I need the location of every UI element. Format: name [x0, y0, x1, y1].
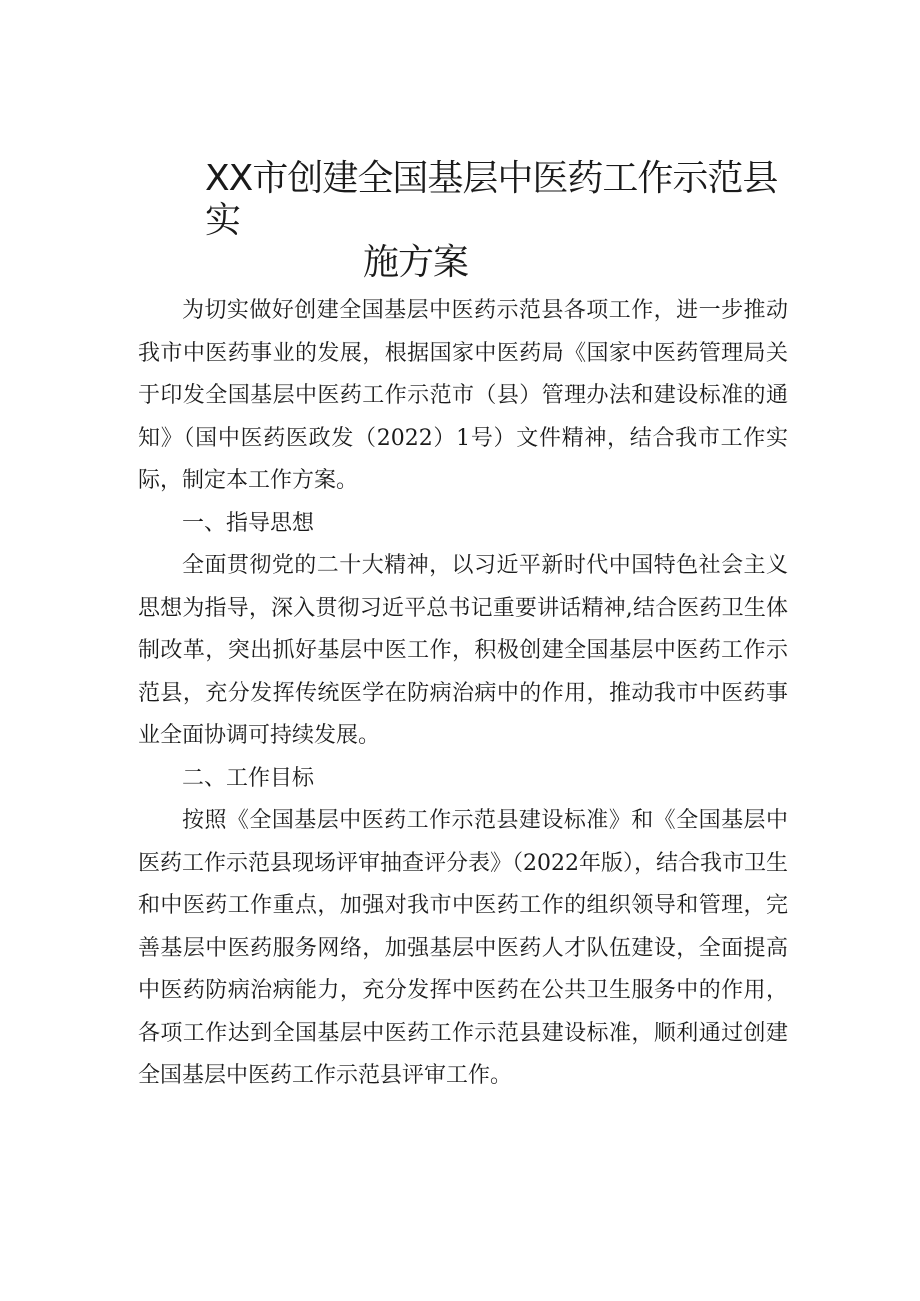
intro-paragraph: 为切实做好创建全国基层中医药示范县各项工作，进一步推动我市中医药事业的发展，根据国家中医药局《国家中医药管理局关于印发全国基层中医药工作示范市（县）管理办法和建设标准的通知》（国中医药医政发（2022）1号）文件精神，结合我市工作实际，制定本工作方案。	[138, 298, 788, 493]
section-heading-guiding-ideology: 一、指导思想	[182, 510, 315, 536]
section-paragraph-work-goals: 按照《全国基层中医药工作示范县建设标准》和《全国基层中医药工作示范县现场评审抽查评分表》（2022年版），结合我市卫生和中医药工作重点，加强对我市中医药工作的组织领导和管理，完善基层中医药服务网络，加强基层中医药人才队伍建设，全面提高中医药防病治病能力，充分发挥中医药在公共卫生服务中的作用，各项工作达到全国基层中医药工作示范县建设标准，顺利通过创建全国基层中医药工作示范县评审工作。	[138, 808, 788, 1088]
document-body	[138, 290, 788, 1098]
title-line-1: XX市创建全国基层中医药工作示范县实	[205, 158, 778, 241]
document-title	[205, 158, 795, 284]
section-paragraph-guiding-ideology: 全面贯彻党的二十大精神，以习近平新时代中国特色社会主义思想为指导，深入贯彻习近平总书记重要讲话精神,结合医药卫生体制改革，突出抓好基层中医工作，积极创建全国基层中医药工作示范县，充分发挥传统医学在防病治病中的作用，推动我市中医药事业全面协调可持续发展。	[138, 553, 788, 748]
section-heading-work-goals: 二、工作目标	[182, 765, 315, 791]
title-line-2: 施方案	[363, 242, 469, 283]
